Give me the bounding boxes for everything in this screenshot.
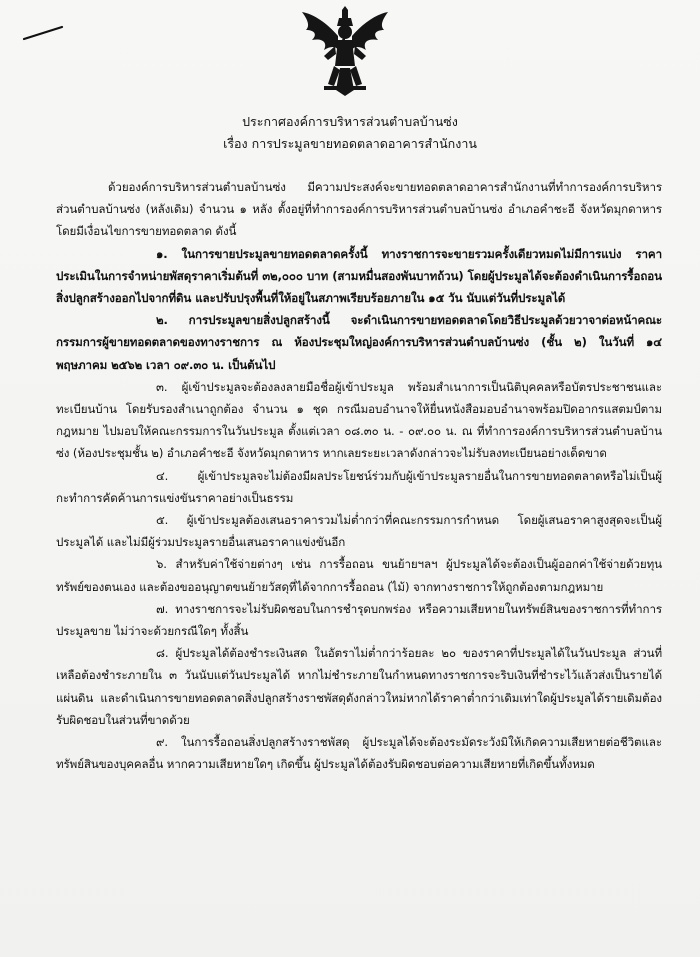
condition-item-9: ๙. ในการรื้อถอนสิ่งปลูกสร้างราชพัสดุ ผู้ประมูลได้จะต้องระมัดระวังมิให้เกิดความเสียหายต่อชีวิตและทรัพย์สินของบุคคลอื่น หากความเสียหายใดๆ เกิดขึ้น ผู้ประมูลได้ต้องรับผิดชอบต่อความเสียหายที่เกิดขึ้นทั้งหมด <box>56 735 662 772</box>
condition-item-2: ๒. การประมูลขายสิ่งปลูกสร้างนี้ จะดำเนินการขายทอดตลาดโดยวิธีประมูลด้วยวาจาต่อหน้าคณะกรรมการผู้ขายทอดตลาดของทางราชการ ณ ห้องประชุมใหญ่องค์การบริหารส่วนตำบลบ้านซ่ง (ชั้น ๒) ในวันที่ ๑๔ พฤษภาคม ๒๕๖๒ เวลา ๐๙.๓๐ น. เป็นต้นไป <box>56 313 662 372</box>
condition-item-7: ๗. ทางราชการจะไม่รับผิดชอบในการชำรุดบกพร่อง หรือความเสียหายในทรัพย์สินของราชการที่ทำการประมูลขาย ไม่ว่าจะด้วยกรณีใดๆ ทั้งสิ้น <box>56 601 662 639</box>
condition-item-3: ๓. ผู้เข้าประมูลจะต้องลงลายมือชื่อผู้เข้าประมูล พร้อมสำเนาการเป็นนิติบุคคลหรือบัตรประชาชนและทะเบียนบ้าน โดยรับรองสำเนาถูกต้อง จำนวน ๑ ชุด กรณีมอบอำนาจให้ยื่นหนังสือมอบอำนาจพร้อมปิดอากรแสตมป์ตามกฎหมาย ไปมอบให้คณะกรรมการในวันประมูล ตั้งแต่เวลา ๐๘.๓๐ น. - ๐๙.๐๐ น. ณ ที่ทำการองค์การบริหารส่วนตำบลบ้านซ่ง (ห้องประชุมชั้น ๒) อำเภอคำชะอี จังหวัดมุกดาหาร หากเลยระยะเวลาดังกล่าวจะไม่รับลงทะเบียนอย่างเด็ดขาด <box>56 379 662 461</box>
condition-item-4: ๔. ผู้เข้าประมูลจะไม่ต้องมีผลประโยชน์ร่วมกับผู้เข้าประมูลรายอื่นในการขายทอดตลาดหรือไม่เป็นผู้กะทำการคัดค้านการแข่งขันราคาอย่างเป็นธรรม <box>56 468 662 505</box>
garuda-emblem-icon <box>298 6 392 102</box>
pen-stroke-mark <box>22 24 64 42</box>
announcement-title: ประกาศองค์การบริหารส่วนตำบลบ้านซ่ง <box>242 114 458 129</box>
intro-paragraph: ด้วยองค์การบริหารส่วนตำบลบ้านซ่ง มีความประสงค์จะขายทอดตลาดอาคารสำนักงานที่ทำการองค์การบริหารส่วนตำบลบ้านซ่ง (หลังเดิม) จำนวน ๑ หลัง ตั้งอยู่ที่ทำการองค์การบริหารส่วนตำบลบ้านซ่ง อำเภอคำชะอี จังหวัดมุกดาหาร โดยมีเงื่อนไขการขายทอดตลาด ดังนี้ <box>56 180 662 239</box>
condition-item-5: ๕. ผู้เข้าประมูลต้องเสนอราคารวมไม่ต่ำกว่าที่คณะกรรมการกำหนด โดยผู้เสนอราคาสูงสุดจะเป็นผู้ประมูลได้ และไม่มีผู้ร่วมประมูลรายอื่นเสนอราคาแข่งขันอีก <box>56 513 662 550</box>
condition-item-1: ๑. ในการขายประมูลขายทอดตลาดครั้งนี้ ทางราชการจะขายรวมครั้งเดียวหมดไม่มีการแบ่ง ราคาประเมินในการจำหน่ายพัสดุราคาเริ่มต้นที่ ๓๒,๐๐๐ บาท (สามหมื่นสองพันบาทถ้วน) โดยผู้ประมูลได้จะต้องดำเนินการรื้อถอนสิ่งปลูกสร้างออกไปจากที่ดิน และปรับปรุงพื้นที่ให้อยู่ในสภาพเรียบร้อยภายใน ๑๕ วัน นับแต่วันที่ประมูลได้ <box>56 246 662 306</box>
condition-item-8: ๘. ผู้ประมูลได้ต้องชำระเงินสด ในอัตราไม่ต่ำกว่าร้อยละ ๒๐ ของราคาที่ประมูลได้ในวันประมูล ส่วนที่เหลือต้องชำระภายใน ๓ วันนับแต่วันประมูลได้ หากไม่ชำระภายในกำหนดทางราชการจะริบเงินที่ชำระไว้แล้วส่งเป็นรายได้แผ่นดิน และดำเนินการขายทอดตลาดสิ่งปลูกสร้างราชพัสดุดังกล่าวใหม่หากได้ราคาต่ำกว่าเดิมเท่าใดผู้ประมูลได้รายเดิมต้องรับผิดชอบในส่วนที่ขาดด้วย <box>56 646 662 727</box>
announcement-subject: เรื่อง การประมูลขายทอดตลาดอาคารสำนักงาน <box>223 136 477 151</box>
condition-item-6: ๖. สำหรับค่าใช้จ่ายต่างๆ เช่น การรื้อถอน ขนย้ายฯลฯ ผู้ประมูลได้จะต้องเป็นผู้ออกค่าใช้จ่ายด้วยทุนทรัพย์ของตนเอง และต้องขออนุญาตขนย้ายวัสดุที่ได้จากการรื้อถอน (ไม้) จากทางราชการให้ถูกต้องตามกฎหมาย <box>56 557 662 594</box>
announcement-body <box>56 176 662 775</box>
